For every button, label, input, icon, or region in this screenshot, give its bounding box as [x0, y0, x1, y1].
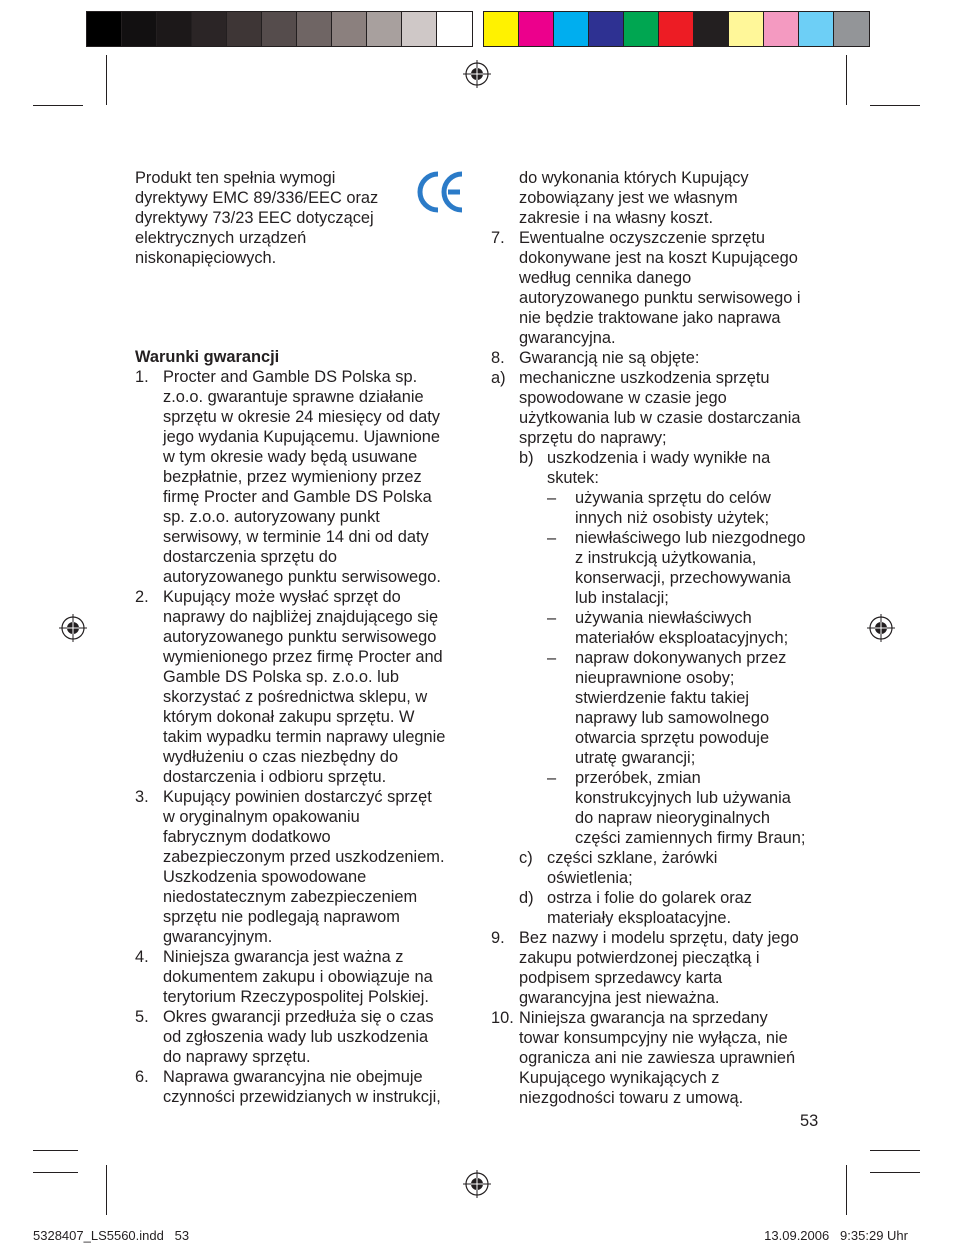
text-line: terytorium Rzeczypospolitej Polskiej.: [163, 988, 429, 1006]
text-line: oświetlenia;: [547, 869, 633, 887]
list-item-text: [519, 368, 801, 448]
text-line: gwarancyjnym.: [163, 928, 273, 946]
text-line: niskonapięciowych.: [135, 249, 277, 267]
list-item-text: [519, 228, 801, 348]
list-item-text: [163, 787, 445, 947]
text-line: mechaniczne uszkodzenia sprzętu: [519, 369, 770, 387]
list-item-number: 9.: [491, 929, 505, 947]
text-line: Okres gwarancji przedłuża się o czas: [163, 1008, 434, 1026]
list-item-number: –: [547, 489, 557, 507]
color-swatch: [799, 12, 834, 46]
text-line: wydłużeniu o czas niezbędny do: [163, 748, 399, 766]
list-item-text: [163, 1007, 434, 1067]
color-swatch: [122, 12, 157, 46]
list-item-text: [519, 1008, 795, 1108]
color-swatch: [589, 12, 624, 46]
color-swatch: [402, 12, 437, 46]
text-line: Naprawa gwarancyjna nie obejmuje: [163, 1068, 423, 1086]
color-swatch: [764, 12, 799, 46]
list-item-number: 5.: [135, 1008, 149, 1026]
text-line: bezpłatnie, przez wymieniony przez: [163, 468, 422, 486]
list-item-text: [163, 367, 441, 587]
text-line: do napraw nieoryginalnych: [575, 809, 770, 827]
text-line: fabrycznym dodatkowo: [163, 828, 331, 846]
text-line: sprzętu w okresie 24 miesięcy od daty: [163, 408, 440, 426]
crop-mark: [33, 105, 83, 106]
crop-mark: [106, 1165, 107, 1215]
list-item-number: b): [519, 449, 534, 467]
list-item-text: [547, 888, 752, 928]
text-line: zakresie i na własny koszt.: [519, 209, 714, 227]
text-line: Uszkodzenia spowodowane: [163, 868, 367, 886]
text-line: nie będzie traktowane jako naprawa: [519, 309, 781, 327]
list-item-text: [575, 528, 806, 608]
list-item-number: 2.: [135, 588, 149, 606]
text-line: takim wypadku termin naprawy ulegnie: [163, 728, 446, 746]
crop-mark: [846, 55, 847, 105]
color-swatch: [554, 12, 589, 46]
text-line: niedostatecznym zabezpieczeniem: [163, 888, 418, 906]
text-line: do naprawy sprzętu.: [163, 1048, 311, 1066]
text-line: Procter and Gamble DS Polska sp.: [163, 368, 418, 386]
footer-file-info: 5328407_LS5560.indd 53: [33, 1228, 190, 1243]
registration-mark-icon: [463, 1170, 491, 1198]
color-swatch: [332, 12, 367, 46]
text-line: podpisem sprzedawcy karta: [519, 969, 723, 987]
color-swatch: [519, 12, 554, 46]
registration-mark-icon: [463, 60, 491, 88]
list-item-number: –: [547, 529, 557, 547]
text-line: zabezpieczonym przed uszkodzeniem.: [163, 848, 445, 866]
text-line: Kupujący powinien dostarczyć sprzęt: [163, 788, 432, 806]
list-item-number: d): [519, 889, 534, 907]
text-line: niezgodności towaru z umową.: [519, 1089, 744, 1107]
list-item-number: 6.: [135, 1068, 149, 1086]
color-swatch: [227, 12, 262, 46]
list-item-text: [163, 587, 445, 787]
text-line: zobowiązany jest we własnym: [519, 189, 738, 207]
text-line: używania sprzętu do celów: [575, 489, 771, 507]
list-item-number: a): [491, 369, 506, 387]
color-swatch: [694, 12, 729, 46]
text-line: gwarancyjna.: [519, 329, 616, 347]
text-line: do wykonania których Kupujący: [519, 169, 749, 187]
warranty-heading: Warunki gwarancji: [135, 348, 280, 366]
crop-mark: [870, 1172, 920, 1173]
text-line: gwarancyjna jest nieważna.: [519, 989, 720, 1007]
list-item-text: [575, 648, 786, 768]
list-item-text: [519, 348, 699, 368]
color-swatch: [87, 12, 122, 46]
page-number: 53: [800, 1112, 819, 1130]
text-line: autoryzowanego punktu serwisowego i: [519, 289, 801, 307]
text-line: sprzętu nie podlegają naprawom: [163, 908, 400, 926]
ce-mark-icon: [414, 168, 466, 216]
crop-mark: [870, 105, 920, 106]
text-line: niewłaściwego lub niezgodnego: [575, 529, 806, 547]
list-item-text: [575, 488, 771, 528]
text-line: innych niż osobisty użytek;: [575, 509, 770, 527]
text-line: materiałów eksploatacyjnych;: [575, 629, 789, 647]
color-swatch: [659, 12, 694, 46]
text-line: stwierdzenie faktu takiej: [575, 689, 750, 707]
text-line: materiały eksploatacyjne.: [547, 909, 732, 927]
text-line: firmę Procter and Gamble DS Polska: [163, 488, 432, 506]
text-line: ostrza i folie do golarek oraz: [547, 889, 752, 907]
text-line: autoryzowanego punktu serwisowego: [163, 628, 437, 646]
list-item-number: 8.: [491, 349, 505, 367]
color-swatch: [484, 12, 519, 46]
text-line: naprawy do najbliżej znajdującego się: [163, 608, 439, 626]
text-line: w tym okresie wady będą usuwane: [163, 448, 418, 466]
text-line: Ewentualne oczyszczenie sprzętu: [519, 229, 765, 247]
list-item-number: 1.: [135, 368, 149, 386]
text-line: naprawy lub samowolnego: [575, 709, 770, 727]
list-item-text: [163, 1067, 441, 1107]
text-line: dokonywane jest na koszt Kupującego: [519, 249, 798, 267]
list-item-text: [547, 448, 770, 488]
text-line: elektrycznych urządzeń: [135, 229, 307, 247]
text-line: autoryzowanego punktu serwisowego.: [163, 568, 441, 586]
text-line: Niniejsza gwarancja na sprzedany: [519, 1009, 768, 1027]
text-line: dokumentem zakupu i obowiązuje na: [163, 968, 433, 986]
list-item-number: 10.: [491, 1009, 514, 1027]
text-line: Bez nazwy i modelu sprzętu, daty jego: [519, 929, 799, 947]
text-line: uszkodzenia i wady wynikłe na: [547, 449, 771, 467]
list-item-number: –: [547, 649, 557, 667]
registration-mark-icon: [59, 614, 87, 642]
crop-mark: [106, 55, 107, 105]
registration-mark-icon: [867, 614, 895, 642]
color-swatch: [624, 12, 659, 46]
text-line: którym dokonał zakupu sprzętu. W: [163, 708, 415, 726]
text-line: czynności przewidzianych w instrukcji,: [163, 1088, 441, 1106]
grayscale-color-bar: [86, 11, 473, 47]
text-line: dyrektywy 73/23 EEC dotyczącej: [135, 209, 374, 227]
list-item-text: [163, 947, 433, 1007]
crop-mark: [33, 1150, 78, 1151]
text-line: dyrektywy EMC 89/336/EEC oraz: [135, 189, 379, 207]
text-line: według cennika danego: [519, 269, 692, 287]
text-line: Gwarancją nie są objęte:: [519, 349, 700, 367]
color-swatch: [437, 12, 472, 46]
text-line: towar konsumpcyjny nie wyłącza, nie: [519, 1029, 788, 1047]
text-line: jego wydania Kupującemu. Ujawnione: [163, 428, 440, 446]
list-item-number: 3.: [135, 788, 149, 806]
text-line: nieuprawnione osoby;: [575, 669, 735, 687]
text-line: Produkt ten spełnia wymogi: [135, 169, 336, 187]
text-line: dostarczenia i odbioru sprzętu.: [163, 768, 387, 786]
crop-mark: [870, 1150, 920, 1151]
text-line: z.o.o. gwarantuje sprawne działanie: [163, 388, 424, 406]
text-line: utratę gwarancji;: [575, 749, 696, 767]
text-line: skutek:: [547, 469, 599, 487]
text-line: Niniejsza gwarancja jest ważna z: [163, 948, 404, 966]
color-swatch: [192, 12, 227, 46]
text-line: napraw dokonywanych przez: [575, 649, 787, 667]
list-item-number: 4.: [135, 948, 149, 966]
list-item-number: c): [519, 849, 533, 867]
footer-timestamp: 13.09.2006 9:35:29 Uhr: [764, 1228, 908, 1243]
text-line: z instrukcją użytkowania,: [575, 549, 757, 567]
text-line: od zgłoszenia wady lub uszkodzenia: [163, 1028, 429, 1046]
text-line: wymienionego przez firmę Procter and: [163, 648, 443, 666]
color-swatch: [729, 12, 764, 46]
text-line: spowodowane w czasie jego: [519, 389, 727, 407]
list-item-text: [575, 608, 788, 648]
item-6-continuation: [519, 168, 749, 228]
color-swatch: [367, 12, 402, 46]
text-line: części szklane, żarówki: [547, 849, 718, 867]
text-line: Gamble DS Polska sp. z.o.o. lub: [163, 668, 399, 686]
color-swatch: [834, 12, 869, 46]
list-item-number: –: [547, 769, 557, 787]
text-line: Kupującego wynikających z: [519, 1069, 720, 1087]
text-line: sp. z.o.o. autoryzowany punkt: [163, 508, 380, 526]
text-line: przeróbek, zmian: [575, 769, 701, 787]
color-swatch: [262, 12, 297, 46]
text-line: konstrukcyjnych lub używania: [575, 789, 791, 807]
text-line: otwarcia sprzętu powoduje: [575, 729, 770, 747]
color-swatch: [157, 12, 192, 46]
text-line: konserwacji, przechowywania: [575, 569, 791, 587]
text-line: użytkowania lub w czasie dostarczania: [519, 409, 801, 427]
text-line: używania niewłaściwych: [575, 609, 752, 627]
text-line: w oryginalnym opakowaniu: [163, 808, 360, 826]
list-item-number: 7.: [491, 229, 505, 247]
text-line: skorzystać z pośrednictwa sklepu, w: [163, 688, 428, 706]
crop-mark: [33, 1172, 78, 1173]
text-line: serwisowy, w terminie 14 dni od daty: [163, 528, 429, 546]
process-color-bar: [483, 11, 870, 47]
list-item-text: [519, 928, 799, 1008]
crop-mark: [846, 1165, 847, 1215]
text-line: ogranicza ani nie zawiesza uprawnień: [519, 1049, 796, 1067]
text-line: lub instalacji;: [575, 589, 669, 607]
list-item-text: [575, 768, 805, 848]
list-item-number: –: [547, 609, 557, 627]
text-line: zakupu potwierdzonej pieczątką i: [519, 949, 760, 967]
list-item-text: [547, 848, 717, 888]
text-line: dostarczenia sprzętu do: [163, 548, 338, 566]
text-line: części zamiennych firmy Braun;: [575, 829, 806, 847]
compliance-statement: [135, 168, 378, 268]
color-swatch: [297, 12, 332, 46]
text-line: sprzętu do naprawy;: [519, 429, 667, 447]
text-line: Kupujący może wysłać sprzęt do: [163, 588, 401, 606]
